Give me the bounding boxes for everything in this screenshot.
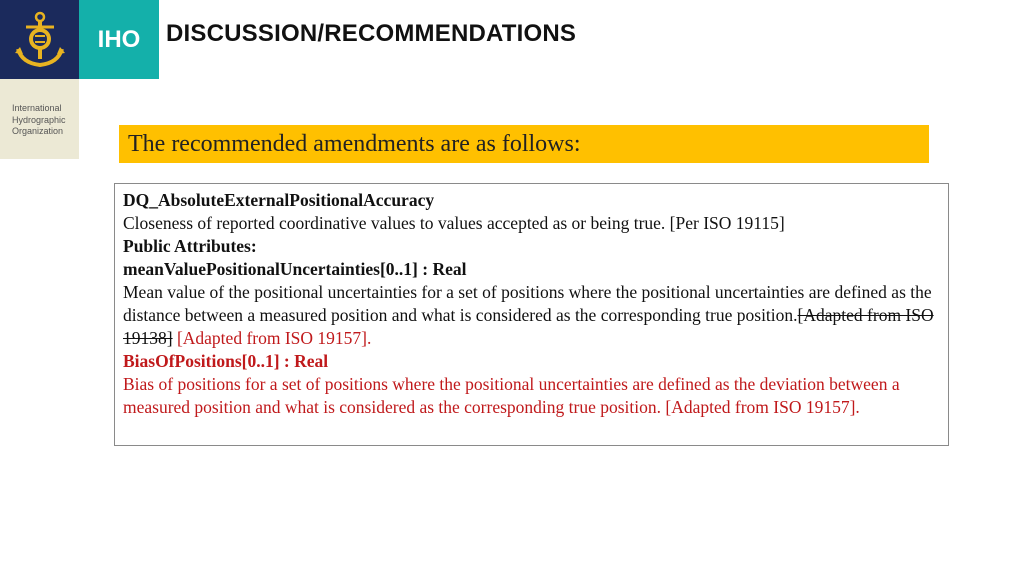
intro-text: The recommended amendments are as follows:: [128, 131, 581, 157]
organization-name-panel: [0, 79, 79, 159]
attribute-2-name: BiasOfPositions[0..1] : Real: [123, 351, 329, 371]
intro-banner: [119, 125, 929, 163]
iho-emblem-logo: [0, 0, 79, 79]
attribute-2-definition: Bias of positions for a set of positions where the positional uncertainties are defined as the deviation between a measured position and what is considered as the corresponding true position. [Adapted from ISO 19157].: [123, 374, 900, 417]
brand-label: IHO: [97, 25, 141, 53]
new-reference: [Adapted from ISO 19157].: [176, 328, 372, 348]
deleted-reference: [Adapted from ISO 19138]: [123, 305, 934, 348]
attribute-1-definition: [123, 281, 940, 350]
organization-name: International Hydrographic Organization: [12, 103, 66, 136]
anchor-emblem-icon: [12, 9, 68, 71]
slide-title: DISCUSSION/RECOMMENDATIONS: [166, 20, 577, 47]
attribute-1-name: meanValuePositionalUncertainties[0..1] : Real: [123, 259, 467, 279]
attributes-heading: Public Attributes:: [123, 236, 257, 256]
definition-box: [114, 183, 949, 446]
class-definition: Closeness of reported coordinative values to values accepted as or being true. [Per ISO 19115]: [123, 213, 785, 233]
iho-brand-tile: [79, 0, 159, 79]
attribute-1-text: Mean value of the positional uncertainties for a set of positions where the positional uncertainties are defined as the distance between a measured position and what is considered as the corresponding true position.: [123, 282, 932, 325]
class-name: DQ_AbsoluteExternalPositionalAccuracy: [123, 190, 435, 210]
